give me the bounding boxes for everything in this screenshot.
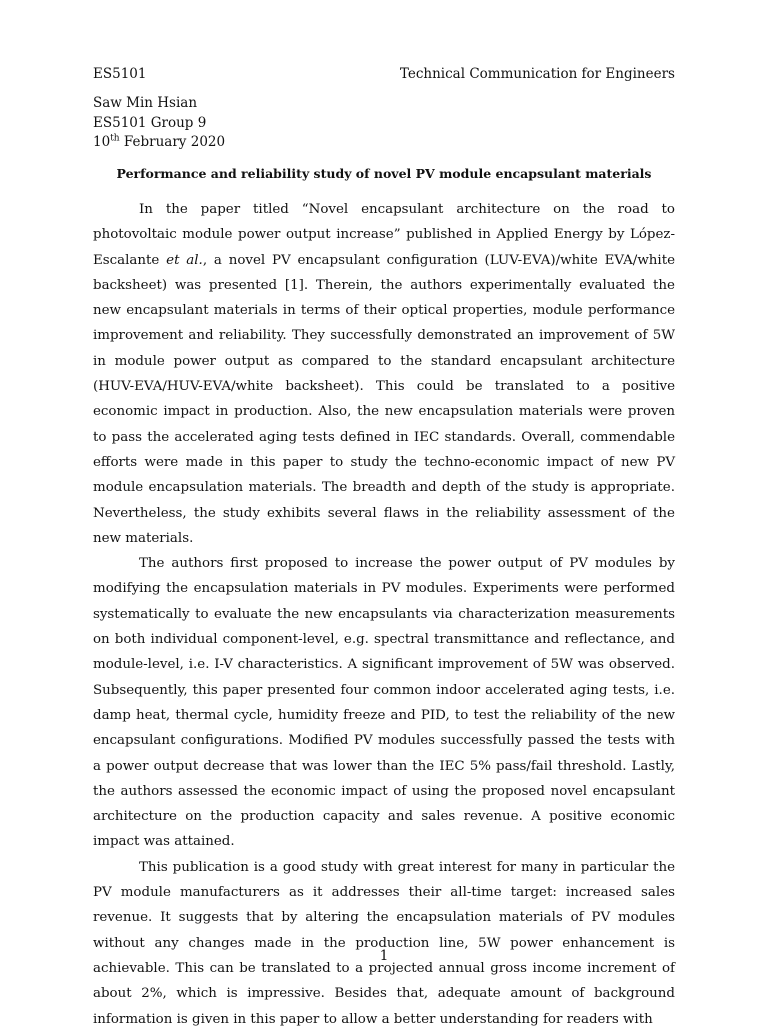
paragraph-3: This publication is a good study with great interest for many in particular the PV module manufacturers as it addresses their all-time target: increased sales revenue. It suggests that by altering the encapsulation materials of PV modules without any changes made in the production line, 5W power enhancement is achievable. This can be translated to a projected annual gross income increment of about 2%, which is impressive. Besides that, adequate amount of background information is given in this paper to allow a better understanding for readers with — [93, 859, 675, 1027]
course-code: ES5101 — [93, 66, 147, 82]
et-al: et al. — [166, 252, 203, 268]
date-rest: February 2020 — [119, 134, 226, 150]
paragraph-1-part-b: , a novel PV encapsulant configuration (LUV-EVA)/white EVA/white backsheet) was presented [1]. Therein, the authors experimentally evaluated the new encapsulant materials in terms of their optical properties, module performance improvement and reliability. They successfully demonstrated an improvement of 5W in module power output as compared to the standard encapsulant architecture (HUV-EVA/HUV-EVA/white backsheet). This could be translated to a positive economic impact in production. Also, the new encapsulation materials were proven to pass the accelerated aging tests defined in IEC standards. Overall, commendable efforts were made in this paper to study the techno-economic impact of new PV module encapsulation materials. The breadth and depth of the study is appropriate. Nevertheless, the study exhibits several flaws in the reliability assessment of the new materials. — [93, 252, 675, 546]
date-suffix: th — [110, 133, 120, 144]
body-text — [93, 197, 675, 1032]
author-name: Saw Min Hsian — [93, 95, 198, 111]
paragraph-1 — [93, 197, 675, 551]
author-block — [93, 94, 225, 153]
course-title: Technical Communication for Engineers — [399, 66, 675, 82]
paragraph-2: The authors first proposed to increase the power output of PV modules by modifying the encapsulation materials in PV modules. Experiments were performed systematically to evaluate the new encapsulants via characterization measurements on both individual component-level, e.g. spectral transmittance and reflectance, and module-level, i.e. I-V characteristics. A significant improvement of 5W was observed. Subsequently, this paper presented four common indoor accelerated aging tests, i.e. damp heat, thermal cycle, humidity freeze and PID, to test the reliability of the new encapsulant configurations. Modified PV modules successfully passed the tests with a power output decrease that was lower than the IEC 5% pass/fail threshold. Lastly, the authors assessed the economic impact of using the proposed novel encapsulant architecture on the production capacity and sales revenue. A positive economic impact was attained. — [93, 556, 675, 850]
page-header — [93, 64, 675, 84]
paragraph-1-part-a: In the paper titled “Novel encapsulant architecture on the road to photovoltaic module power output increase” published in Applied Energy by López-Escalante — [93, 202, 675, 268]
paper-title: Performance and reliability study of novel PV module encapsulant materials — [116, 166, 652, 181]
author-group: ES5101 Group 9 — [93, 114, 207, 131]
page-number: 1 — [379, 948, 389, 964]
submission-date — [93, 133, 225, 153]
date-day: 10 — [93, 134, 111, 150]
